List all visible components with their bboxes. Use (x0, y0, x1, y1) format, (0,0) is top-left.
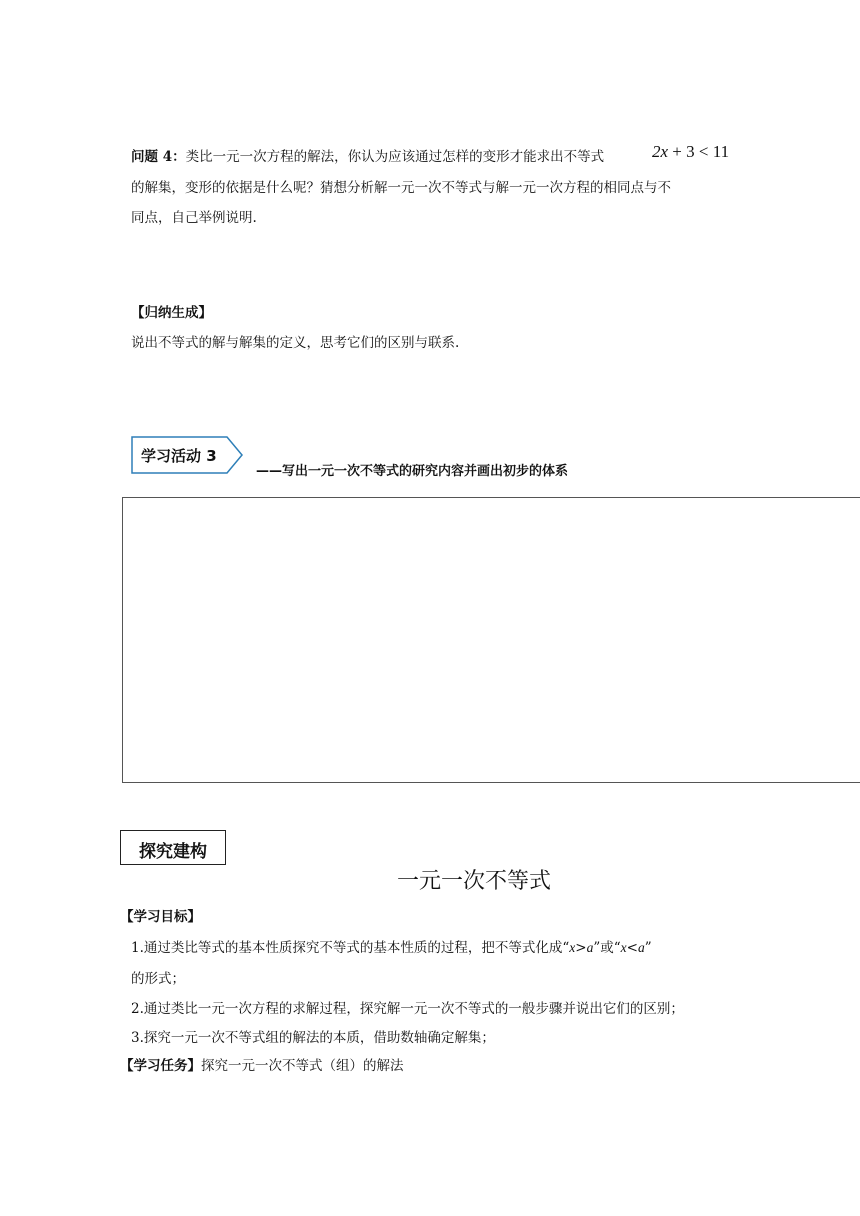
question-4-text: 类比一元一次方程的解法，你认为应该通过怎样的变形才能求出不等式 (185, 149, 605, 165)
goals-heading: 【学习目标】 (120, 909, 201, 925)
inequality-expression: 2x + 3 < 11 (652, 142, 730, 161)
activity-3-label: 学习活动 3 (141, 447, 217, 465)
question-4-line2: 的解集，变形的依据是什么呢？猜想分析解一元一次不等式与解一元一次方程的相同点与不 (131, 180, 671, 196)
activity-3-subtitle: ——写出一元一次不等式的研究内容并画出初步的体系 (256, 464, 569, 479)
section-label-box (120, 830, 226, 865)
goal-item-1-mid: ”或“ (593, 940, 621, 956)
question-4-line3: 同点，自己举例说明. (131, 210, 257, 226)
answer-area[interactable] (122, 497, 860, 783)
goal-item-3: 3.探究一元一次不等式组的解法的本质，借助数轴确定解集； (131, 1030, 495, 1046)
goal-item-1-end: ” (644, 940, 652, 956)
page-title: 一元一次不等式 (396, 869, 551, 894)
question-4-label: 问题 4： (131, 149, 186, 165)
induction-text: 说出不等式的解与解集的定义，思考它们的区别与联系. (131, 335, 460, 351)
goal-item-1-cont: 的形式； (131, 971, 185, 987)
activity-3-badge (131, 436, 243, 474)
goal-item-2: 2.通过类比一元一次方程的求解过程，探究解一元一次不等式的一般步骤并说出它们的区别； (131, 1001, 684, 1017)
goal-item-1-text: 1.通过类比等式的基本性质探究不等式的基本性质的过程，把不等式化成“ (131, 940, 570, 956)
goal-item-1: 1.通过类比等式的基本性质探究不等式的基本性质的过程，把不等式化成“x>a”或“x<a” (131, 940, 652, 956)
task-line (120, 1056, 404, 1076)
task-text: 探究一元一次不等式（组）的解法 (201, 1058, 404, 1074)
task-heading: 【学习任务】 (120, 1058, 201, 1074)
induction-heading: 【归纳生成】 (131, 305, 212, 321)
section-label: 探究建构 (139, 842, 207, 862)
question-4-line1 (131, 147, 604, 167)
